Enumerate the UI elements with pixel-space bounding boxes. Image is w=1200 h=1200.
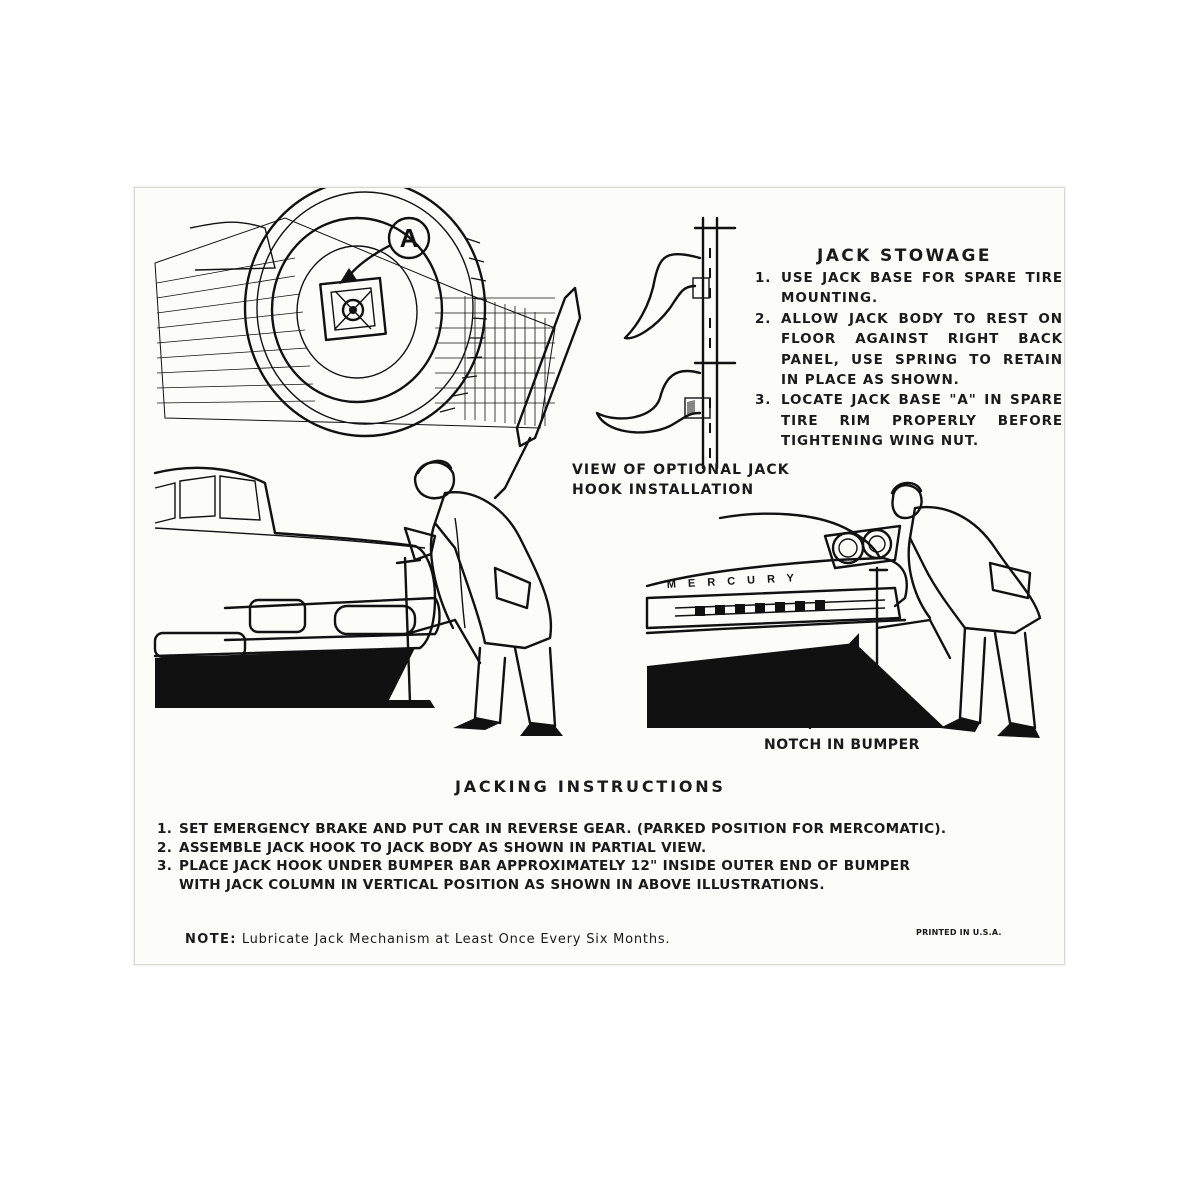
instruction-card — [134, 187, 1065, 965]
stowage-steps — [755, 268, 1063, 452]
step-text: PLACE JACK HOOK UNDER BUMPER BAR APPROXIMATELY 12" INSIDE OUTER END OF BUMPER WITH JACK COLUMN IN VERTICAL POSITION AS SHOWN IN ABOVE ILLUSTRATIONS. — [179, 858, 911, 894]
step-number: 1. — [157, 821, 173, 837]
notch-label: NOTCH IN BUMPER — [764, 737, 920, 753]
spare-tire-illustration — [155, 188, 580, 498]
step-text: LOCATE JACK BASE "A" IN SPARE TIRE RIM PROPERLY BEFORE TIGHTENING WING NUT. — [781, 392, 1063, 450]
stowage-title: JACK STOWAGE — [817, 246, 992, 266]
step-text: ASSEMBLE JACK HOOK TO JACK BODY AS SHOWN IN PARTIAL VIEW. — [179, 839, 707, 856]
rear-jacking-illustration — [155, 461, 563, 736]
note-text: Lubricate Jack Mechanism at Least Once Every Six Months. — [241, 932, 671, 947]
note — [185, 932, 670, 947]
step-number: 3. — [157, 858, 173, 875]
car-lettering: MERCURY — [666, 571, 807, 591]
jacking-step — [157, 857, 977, 894]
jacking-title: JACKING INSTRUCTIONS — [455, 777, 726, 796]
jack-hook-detail-illustration — [597, 218, 735, 468]
jacking-steps — [157, 820, 977, 895]
step-text: ALLOW JACK BODY TO REST ON FLOOR AGAINST RIGHT BACK PANEL, USE SPRING TO RETAIN IN PLACE AS SHOWN. — [781, 310, 1063, 389]
step-number: 2. — [755, 310, 772, 327]
stowage-step — [755, 309, 1063, 391]
step-number: 3. — [755, 392, 772, 409]
step-number: 1. — [755, 270, 772, 286]
note-label: NOTE: — [185, 932, 237, 947]
stowage-step — [755, 390, 1063, 451]
jacking-step — [157, 839, 977, 858]
callout-letter: A — [399, 223, 419, 253]
hook-caption: VIEW OF OPTIONAL JACK HOOK INSTALLATION — [572, 462, 790, 498]
printed-in: PRINTED IN U.S.A. — [916, 928, 1002, 937]
step-text: SET EMERGENCY BRAKE AND PUT CAR IN REVERSE GEAR. (PARKED POSITION FOR MERCOMATIC). — [179, 821, 947, 837]
front-jacking-illustration — [647, 483, 1040, 738]
stowage-step — [755, 268, 1063, 309]
step-number: 2. — [157, 839, 173, 856]
jacking-step — [157, 820, 977, 839]
step-text: USE JACK BASE FOR SPARE TIRE MOUNTING. — [781, 270, 1063, 307]
